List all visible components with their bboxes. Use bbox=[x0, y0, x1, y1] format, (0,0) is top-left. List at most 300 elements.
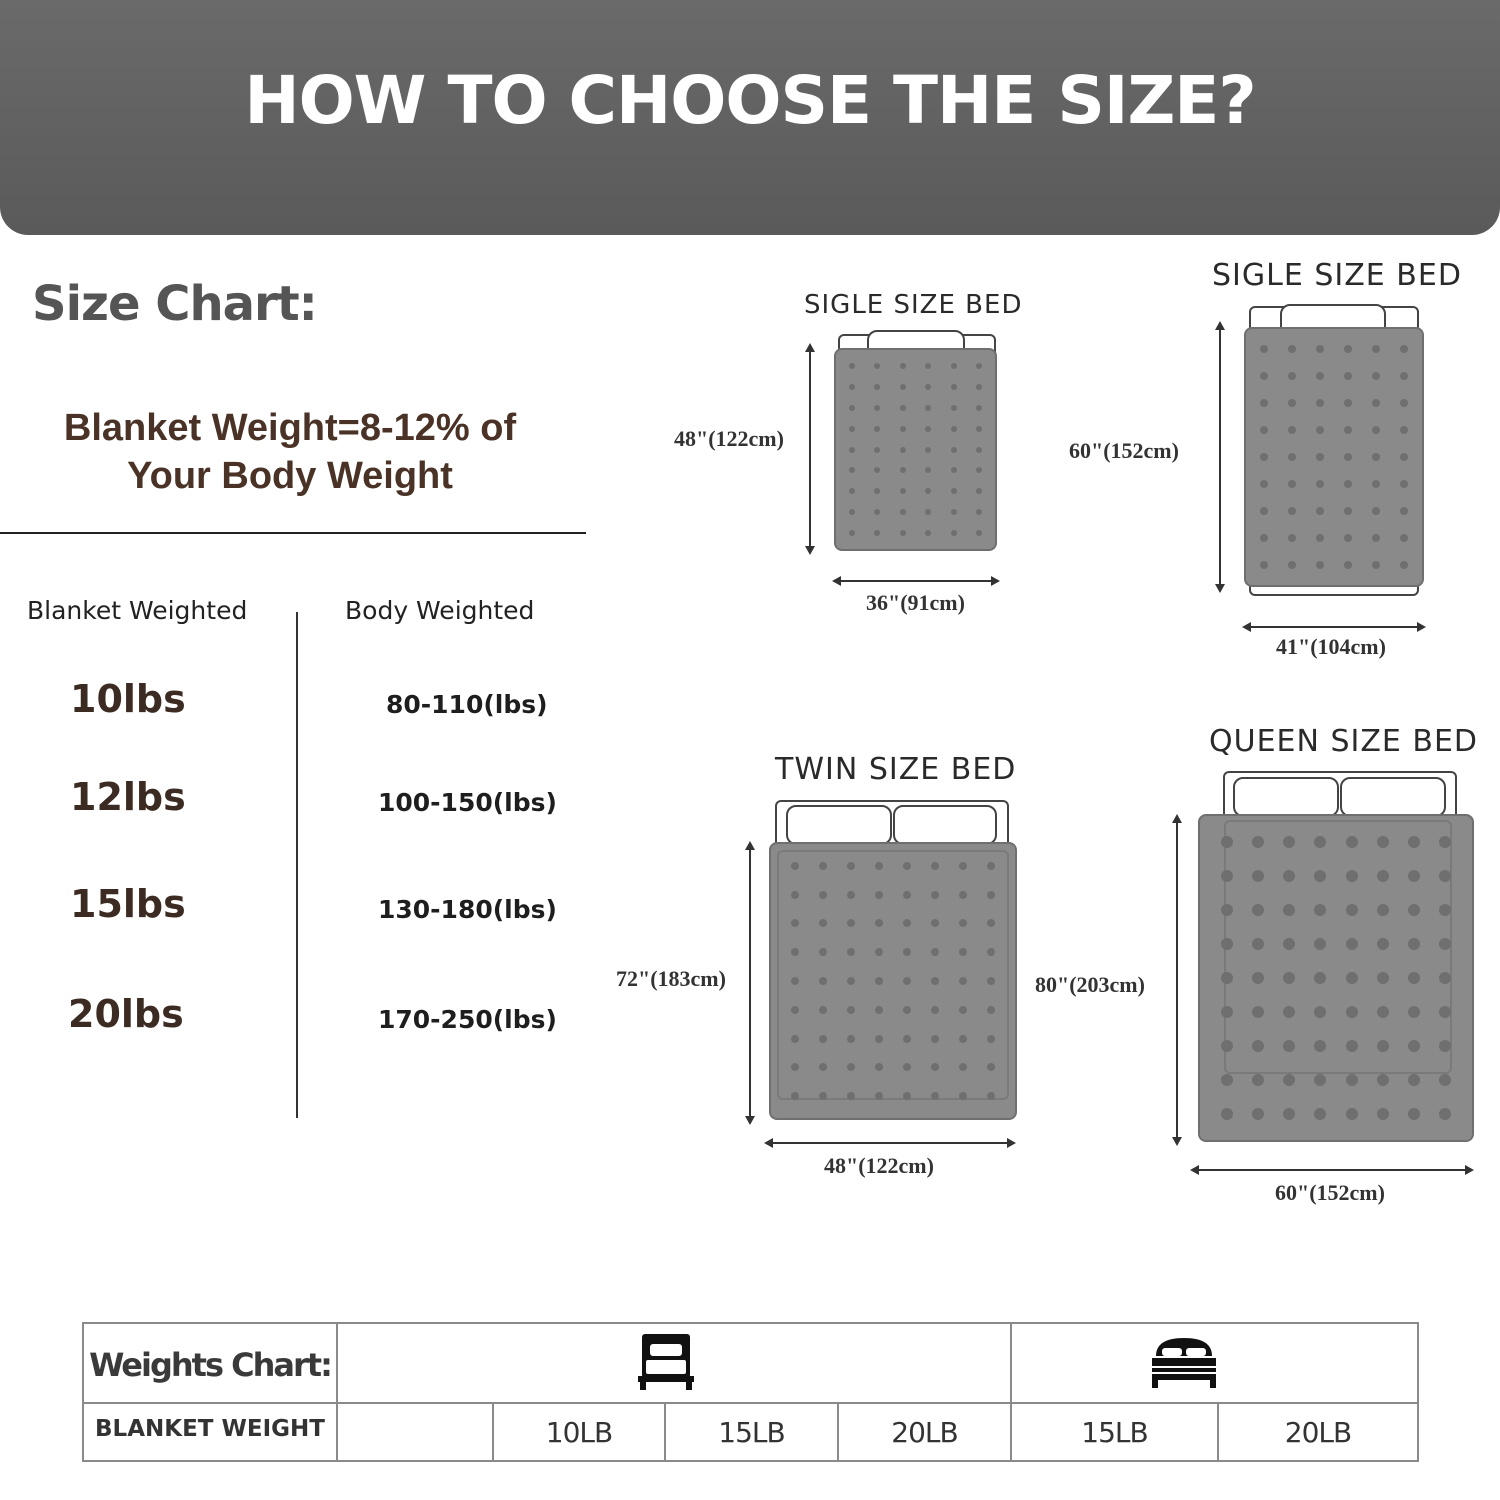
blanket-dot bbox=[1288, 507, 1296, 515]
blanket-dot bbox=[847, 977, 855, 985]
blanket-dot bbox=[1408, 1108, 1420, 1120]
blanket-dot bbox=[1377, 904, 1389, 916]
blanket-weight-value: 12lbs bbox=[70, 775, 186, 819]
blanket-dot bbox=[903, 1092, 911, 1100]
blanket-dot bbox=[959, 891, 967, 899]
blanket-dot bbox=[849, 384, 855, 390]
blanket-dot bbox=[1344, 561, 1352, 569]
blanket-dot bbox=[900, 509, 906, 515]
blanket-dot bbox=[903, 891, 911, 899]
blanket-dot bbox=[1252, 904, 1264, 916]
weights-chart-title: Weights Chart: bbox=[89, 1346, 331, 1384]
blanket-dot bbox=[874, 488, 880, 494]
blanket-dot bbox=[1283, 1040, 1295, 1052]
blanket-dot bbox=[903, 1035, 911, 1043]
body-weight-range: 100-150(lbs) bbox=[378, 788, 557, 817]
blanket-dot bbox=[959, 1063, 967, 1071]
pillow bbox=[893, 805, 997, 845]
blanket-dot bbox=[1372, 426, 1380, 434]
blanket-dot bbox=[1408, 938, 1420, 950]
blanket-dot bbox=[819, 919, 827, 927]
blanket-dot bbox=[1221, 972, 1233, 984]
blanket-dot bbox=[951, 405, 957, 411]
blanket-dot bbox=[1316, 399, 1324, 407]
body-weight-range: 130-180(lbs) bbox=[378, 895, 557, 924]
blanket-weight-value: 20lbs bbox=[68, 992, 184, 1036]
blanket-dot bbox=[976, 363, 982, 369]
blanket-dot bbox=[1221, 1074, 1233, 1086]
blanket-dot bbox=[976, 405, 982, 411]
blanket-dot bbox=[874, 447, 880, 453]
blanket-dot bbox=[1221, 836, 1233, 848]
blanket-dot bbox=[903, 919, 911, 927]
blanket-dot bbox=[903, 1006, 911, 1014]
blanket-dot bbox=[1260, 507, 1268, 515]
blanket-dot bbox=[987, 948, 995, 956]
blanket-dot bbox=[900, 405, 906, 411]
single-bed-icon bbox=[636, 1332, 696, 1392]
blanket-dot bbox=[1260, 534, 1268, 542]
blanket-dot bbox=[931, 948, 939, 956]
blanket-dot bbox=[875, 1092, 883, 1100]
blanket-dot bbox=[1372, 372, 1380, 380]
width-dimension: 48"(122cm) bbox=[824, 1153, 934, 1178]
blanket-dot bbox=[931, 1006, 939, 1014]
blanket-dot bbox=[1372, 534, 1380, 542]
blanket-dot bbox=[1316, 480, 1324, 488]
blanket-dot bbox=[959, 948, 967, 956]
blanket-dot bbox=[849, 426, 855, 432]
blanket-dot bbox=[875, 977, 883, 985]
blanket-dot bbox=[849, 363, 855, 369]
blanket-dot bbox=[1408, 1040, 1420, 1052]
blanket-dot bbox=[847, 1035, 855, 1043]
blanket-dot bbox=[925, 530, 931, 536]
blanket-dot bbox=[1316, 507, 1324, 515]
blanket-dot bbox=[1314, 1006, 1326, 1018]
blanket-dot bbox=[1221, 1108, 1233, 1120]
weight-value-single: 10LB bbox=[545, 1416, 613, 1449]
blanket-dot bbox=[791, 919, 799, 927]
blanket-dot bbox=[900, 426, 906, 432]
blanket-dot bbox=[976, 384, 982, 390]
blanket-dot bbox=[951, 530, 957, 536]
blanket-dot bbox=[931, 1063, 939, 1071]
blanket-dot bbox=[1346, 1074, 1358, 1086]
blanket-dot bbox=[1372, 480, 1380, 488]
blanket bbox=[834, 348, 997, 551]
blanket-dot bbox=[1400, 507, 1408, 515]
blanket-dot bbox=[1344, 372, 1352, 380]
column-divider bbox=[296, 612, 298, 1118]
blanket-dot bbox=[900, 447, 906, 453]
weights-chart-table bbox=[82, 1322, 1419, 1462]
blanket-dot bbox=[987, 891, 995, 899]
blanket-dot bbox=[1221, 1040, 1233, 1052]
blanket-dot bbox=[819, 891, 827, 899]
blanket-dot bbox=[987, 977, 995, 985]
height-arrow bbox=[809, 345, 811, 553]
blanket-dot bbox=[951, 384, 957, 390]
blanket-dot bbox=[1221, 904, 1233, 916]
blanket-dot bbox=[1372, 507, 1380, 515]
blanket-dot bbox=[1344, 507, 1352, 515]
blanket-dot bbox=[900, 384, 906, 390]
blanket-weight-value: 10lbs bbox=[70, 677, 186, 721]
width-arrow bbox=[1244, 626, 1424, 628]
height-arrow bbox=[749, 843, 751, 1123]
blanket-dot bbox=[874, 467, 880, 473]
blanket-dot bbox=[1400, 345, 1408, 353]
blanket-dot bbox=[874, 405, 880, 411]
weight-value-single: 15LB bbox=[718, 1416, 785, 1449]
blanket-dot bbox=[976, 447, 982, 453]
blanket-dot bbox=[925, 447, 931, 453]
blanket-dot bbox=[931, 1092, 939, 1100]
blanket-dot bbox=[1400, 534, 1408, 542]
width-dimension: 60"(152cm) bbox=[1275, 1180, 1385, 1205]
blanket-dot bbox=[925, 405, 931, 411]
blanket-dot bbox=[1346, 938, 1358, 950]
blanket-dot bbox=[819, 977, 827, 985]
blanket-dot bbox=[1316, 372, 1324, 380]
blanket-dot bbox=[1439, 836, 1451, 848]
blanket-dot bbox=[1316, 534, 1324, 542]
blanket-dot bbox=[925, 488, 931, 494]
bed-title: SIGLE SIZE BED bbox=[1212, 258, 1462, 293]
blanket-dot bbox=[1439, 1040, 1451, 1052]
blanket-dot bbox=[1408, 870, 1420, 882]
blanket-dot bbox=[1260, 345, 1268, 353]
height-dimension: 80"(203cm) bbox=[1035, 972, 1145, 997]
width-arrow bbox=[1192, 1169, 1472, 1171]
blanket-dot bbox=[1288, 372, 1296, 380]
blanket-dot bbox=[951, 488, 957, 494]
blanket-dot bbox=[1439, 870, 1451, 882]
blanket-dot bbox=[1408, 904, 1420, 916]
blanket-dot bbox=[819, 1006, 827, 1014]
blanket-dot bbox=[959, 1092, 967, 1100]
body-weighted-header: Body Weighted bbox=[345, 596, 535, 625]
blanket-dot bbox=[1260, 426, 1268, 434]
blanket-dot bbox=[987, 1006, 995, 1014]
divider bbox=[0, 532, 586, 534]
blanket-dot bbox=[847, 1063, 855, 1071]
page-title: HOW TO CHOOSE THE SIZE? bbox=[244, 62, 1256, 139]
blanket-dot bbox=[1283, 870, 1295, 882]
blanket-dot bbox=[1377, 1108, 1389, 1120]
blanket-dot bbox=[1314, 938, 1326, 950]
blanket-dot bbox=[874, 363, 880, 369]
blanket-dot bbox=[791, 1035, 799, 1043]
double-bed-icon bbox=[1150, 1334, 1218, 1390]
blanket-dot bbox=[1283, 904, 1295, 916]
pillow bbox=[1233, 777, 1339, 817]
blanket-dot bbox=[1400, 399, 1408, 407]
width-dimension: 36"(91cm) bbox=[866, 590, 965, 615]
blanket-dot bbox=[849, 405, 855, 411]
blanket-dot bbox=[1316, 453, 1324, 461]
blanket-dot bbox=[1314, 836, 1326, 848]
blanket-dot bbox=[819, 1063, 827, 1071]
blanket-dot bbox=[847, 891, 855, 899]
blanket-dot bbox=[1260, 372, 1268, 380]
blanket-dot bbox=[1252, 870, 1264, 882]
blanket-dot bbox=[791, 1063, 799, 1071]
blanket-dot bbox=[1439, 1006, 1451, 1018]
header-banner bbox=[0, 0, 1500, 235]
blanket-dot bbox=[987, 862, 995, 870]
blanket-dot bbox=[900, 363, 906, 369]
blanket-dot bbox=[1439, 938, 1451, 950]
blanket-dot bbox=[976, 530, 982, 536]
blanket-dot bbox=[959, 1035, 967, 1043]
height-dimension: 72"(183cm) bbox=[616, 966, 726, 991]
blanket-dot bbox=[1400, 480, 1408, 488]
blanket-dot bbox=[1372, 561, 1380, 569]
blanket-dot bbox=[791, 1092, 799, 1100]
blanket-dot bbox=[925, 509, 931, 515]
blanket-dot bbox=[1260, 561, 1268, 569]
blanket-dot bbox=[903, 977, 911, 985]
blanket-dot bbox=[1288, 453, 1296, 461]
blanket-dot bbox=[903, 948, 911, 956]
blanket-dot bbox=[849, 447, 855, 453]
blanket-dot bbox=[875, 919, 883, 927]
blanket-dot bbox=[900, 530, 906, 536]
blanket-dot bbox=[976, 467, 982, 473]
blanket-dot bbox=[1344, 453, 1352, 461]
blanket-dot bbox=[819, 862, 827, 870]
blanket-dot bbox=[847, 919, 855, 927]
blanket-dot bbox=[1439, 1108, 1451, 1120]
blanket-dot bbox=[791, 977, 799, 985]
blanket-dot bbox=[791, 1006, 799, 1014]
blanket-dot bbox=[1377, 1074, 1389, 1086]
blanket-dot bbox=[1288, 561, 1296, 569]
blanket-dot bbox=[875, 1035, 883, 1043]
blanket-dot bbox=[976, 509, 982, 515]
blanket-dot bbox=[1252, 1074, 1264, 1086]
blanket-dot bbox=[1316, 345, 1324, 353]
blanket-dot bbox=[1314, 1074, 1326, 1086]
blanket-dot bbox=[925, 363, 931, 369]
blanket-dot bbox=[847, 1006, 855, 1014]
blanket-dot bbox=[951, 426, 957, 432]
formula-line-2: Your Body Weight bbox=[127, 455, 453, 497]
blanket-dot bbox=[791, 891, 799, 899]
weight-value-single: 20LB bbox=[891, 1416, 958, 1449]
blanket-dot bbox=[1221, 938, 1233, 950]
blanket-dot bbox=[1408, 972, 1420, 984]
blanket-dot bbox=[987, 1063, 995, 1071]
blanket-dot bbox=[849, 467, 855, 473]
body-weight-range: 80-110(lbs) bbox=[386, 690, 548, 719]
blanket-dot bbox=[1346, 1006, 1358, 1018]
blanket-dot bbox=[1439, 1074, 1451, 1086]
pillow bbox=[1340, 777, 1446, 817]
formula-line-1: Blanket Weight=8-12% of bbox=[63, 407, 517, 449]
blanket-dot bbox=[1377, 1040, 1389, 1052]
blanket-dot bbox=[791, 948, 799, 956]
blanket-dot bbox=[1252, 972, 1264, 984]
bed-title: SIGLE SIZE BED bbox=[804, 290, 1023, 320]
blanket-dot bbox=[1372, 399, 1380, 407]
blanket-dot bbox=[874, 509, 880, 515]
blanket-dot bbox=[1252, 1006, 1264, 1018]
blanket-dot bbox=[1316, 426, 1324, 434]
blanket-dot bbox=[1260, 399, 1268, 407]
weight-formula bbox=[0, 404, 580, 500]
blanket-dot bbox=[959, 919, 967, 927]
blanket-dot bbox=[1283, 938, 1295, 950]
blanket-dot bbox=[1400, 453, 1408, 461]
blanket-dot bbox=[1377, 972, 1389, 984]
blanket-dot bbox=[875, 1006, 883, 1014]
blanket-dot bbox=[1283, 1006, 1295, 1018]
blanket-dot bbox=[1377, 938, 1389, 950]
blanket-dot bbox=[925, 467, 931, 473]
blanket-dot bbox=[1252, 836, 1264, 848]
blanket-dot bbox=[819, 1035, 827, 1043]
blanket-dot bbox=[987, 1092, 995, 1100]
blanket-dot bbox=[1344, 399, 1352, 407]
blanket-dot bbox=[976, 488, 982, 494]
blanket-dot bbox=[819, 948, 827, 956]
blanket-dot bbox=[875, 891, 883, 899]
blanket-dot bbox=[1372, 453, 1380, 461]
blanket-dot bbox=[1314, 1040, 1326, 1052]
blanket-dot bbox=[1283, 972, 1295, 984]
blanket-dot bbox=[1314, 1108, 1326, 1120]
blanket-dot bbox=[900, 467, 906, 473]
size-chart-title: Size Chart: bbox=[32, 276, 317, 332]
blanket-dot bbox=[819, 1092, 827, 1100]
body-weight-range: 170-250(lbs) bbox=[378, 1005, 557, 1034]
blanket-dot bbox=[1288, 534, 1296, 542]
blanket-dot bbox=[847, 948, 855, 956]
blanket-dot bbox=[1346, 972, 1358, 984]
blanket-dot bbox=[959, 977, 967, 985]
blanket-dot bbox=[847, 862, 855, 870]
blanket-dot bbox=[1316, 561, 1324, 569]
blanket-dot bbox=[1288, 399, 1296, 407]
blanket-dot bbox=[931, 1035, 939, 1043]
height-dimension: 60"(152cm) bbox=[1069, 438, 1179, 463]
blanket-dot bbox=[1344, 345, 1352, 353]
blanket-dot bbox=[1288, 345, 1296, 353]
blanket-dot bbox=[1288, 480, 1296, 488]
blanket-dot bbox=[903, 1063, 911, 1071]
blanket-dot bbox=[1344, 480, 1352, 488]
blanket-dot bbox=[900, 488, 906, 494]
blanket-dot bbox=[951, 467, 957, 473]
blanket bbox=[1198, 814, 1474, 1142]
blanket-dot bbox=[1221, 1006, 1233, 1018]
blanket-dot bbox=[874, 530, 880, 536]
blanket-dot bbox=[875, 862, 883, 870]
blanket-weight-label: BLANKET WEIGHT bbox=[95, 1416, 325, 1442]
blanket bbox=[1244, 327, 1424, 587]
blanket-dot bbox=[849, 530, 855, 536]
blanket-dot bbox=[1439, 972, 1451, 984]
blanket-dot bbox=[1260, 480, 1268, 488]
blanket bbox=[769, 842, 1017, 1120]
blanket-dot bbox=[959, 862, 967, 870]
blanket-dot bbox=[931, 977, 939, 985]
blanket-dot bbox=[903, 862, 911, 870]
blanket-dot bbox=[1346, 904, 1358, 916]
blanket-dot bbox=[1314, 870, 1326, 882]
blanket-weighted-header: Blanket Weighted bbox=[27, 596, 248, 625]
blanket-dot bbox=[1314, 904, 1326, 916]
blanket-dot bbox=[1346, 836, 1358, 848]
blanket-dot bbox=[847, 1092, 855, 1100]
blanket-dot bbox=[875, 948, 883, 956]
height-arrow bbox=[1219, 323, 1221, 591]
blanket-dot bbox=[1221, 870, 1233, 882]
blanket-dot bbox=[1439, 904, 1451, 916]
weight-value-double: 20LB bbox=[1284, 1416, 1352, 1449]
blanket-dot bbox=[874, 426, 880, 432]
width-arrow bbox=[766, 1142, 1014, 1144]
bed-title: TWIN SIZE BED bbox=[775, 752, 1017, 787]
height-arrow bbox=[1176, 816, 1178, 1144]
blanket-dot bbox=[1252, 938, 1264, 950]
pillow bbox=[786, 805, 892, 845]
blanket-dot bbox=[875, 1063, 883, 1071]
blanket-dot bbox=[1344, 534, 1352, 542]
blanket-dot bbox=[1252, 1040, 1264, 1052]
width-arrow bbox=[834, 580, 998, 582]
blanket-dot bbox=[849, 509, 855, 515]
blanket-dot bbox=[987, 919, 995, 927]
blanket-dot bbox=[1283, 1074, 1295, 1086]
blanket-dot bbox=[1408, 836, 1420, 848]
blanket-dot bbox=[976, 426, 982, 432]
blanket-dot bbox=[874, 384, 880, 390]
blanket-dot bbox=[1377, 836, 1389, 848]
blanket-dot bbox=[1400, 426, 1408, 434]
bed-title: QUEEN SIZE BED bbox=[1209, 724, 1479, 759]
blanket-dot bbox=[1344, 426, 1352, 434]
blanket-dot bbox=[1400, 561, 1408, 569]
height-dimension: 48"(122cm) bbox=[674, 426, 784, 451]
blanket-dot bbox=[791, 862, 799, 870]
blanket-dot bbox=[959, 1006, 967, 1014]
blanket-dot bbox=[931, 891, 939, 899]
blanket-dot bbox=[1314, 972, 1326, 984]
blanket-dot bbox=[951, 509, 957, 515]
blanket-dot bbox=[931, 919, 939, 927]
blanket-dot bbox=[1283, 1108, 1295, 1120]
blanket-dot bbox=[1288, 426, 1296, 434]
blanket-dot bbox=[951, 363, 957, 369]
weight-value-double: 15LB bbox=[1081, 1416, 1148, 1449]
blanket-dot bbox=[1377, 870, 1389, 882]
blanket-dot bbox=[1377, 1006, 1389, 1018]
blanket-dot bbox=[925, 384, 931, 390]
blanket-dot bbox=[987, 1035, 995, 1043]
blanket-dot bbox=[1408, 1006, 1420, 1018]
blanket-dot bbox=[1346, 1040, 1358, 1052]
blanket-dot bbox=[1346, 1108, 1358, 1120]
blanket-dot bbox=[1346, 870, 1358, 882]
blanket-dot bbox=[951, 447, 957, 453]
blanket-dot bbox=[1400, 372, 1408, 380]
blanket-dot bbox=[1260, 453, 1268, 461]
blanket-dot bbox=[931, 862, 939, 870]
